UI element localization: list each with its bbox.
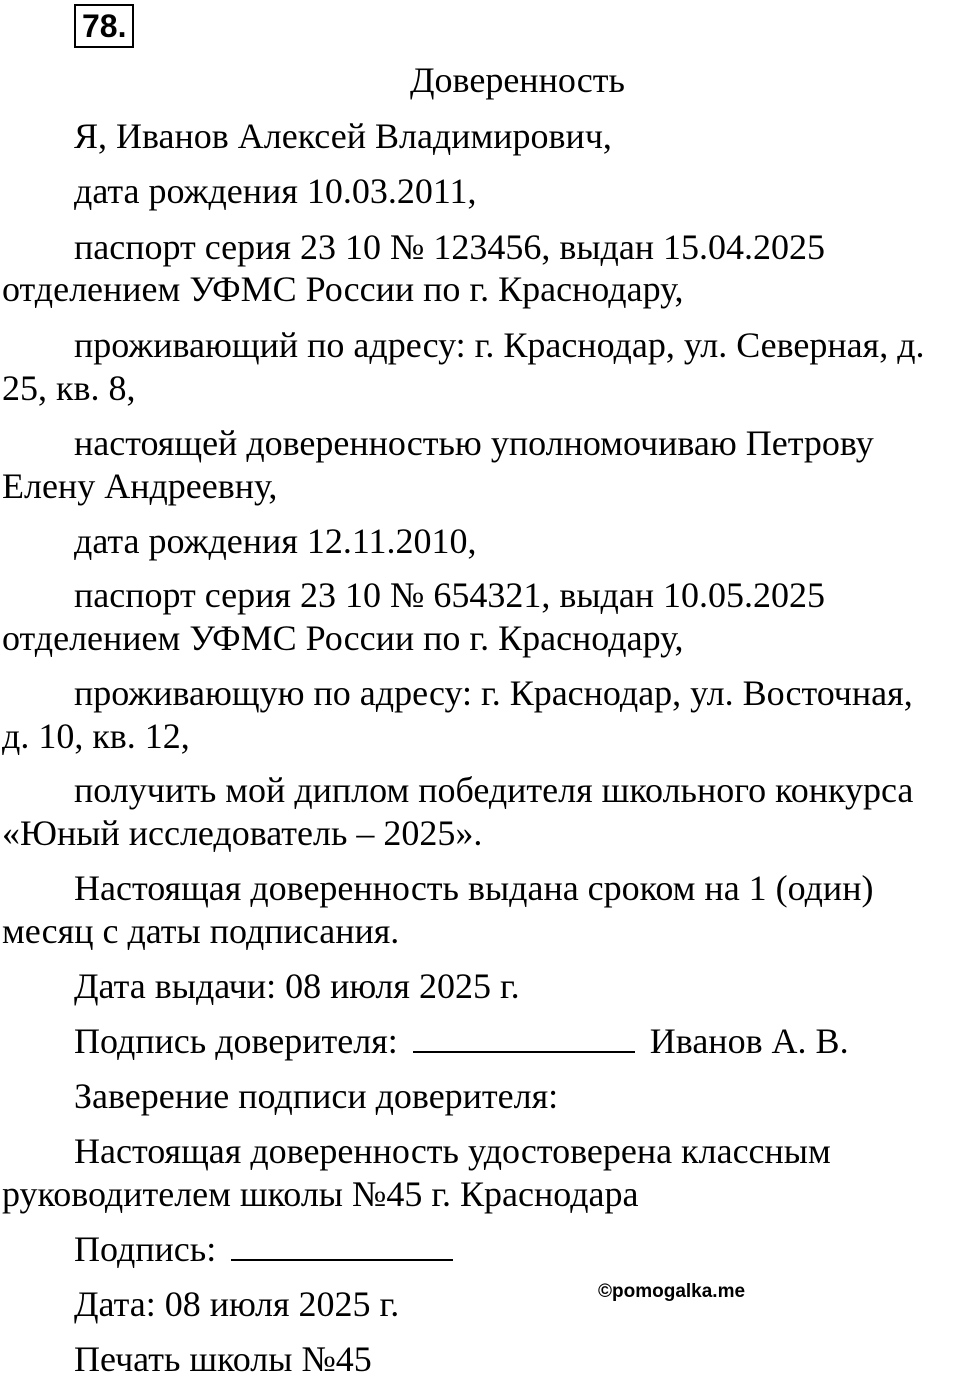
text-line: Я, Иванов Алексей Владимирович, [74,116,612,156]
text-line: получить мой диплом победителя школьного конкурса [74,770,914,810]
signature-name: Иванов А. В. [649,1021,849,1061]
document-title: Доверенность [410,60,625,100]
text-line: «Юный исследователь – 2025». [2,813,483,853]
watermark: ©pomogalka.me [598,1281,746,1302]
text-line: дата рождения 10.03.2011, [74,171,477,211]
text-line: настоящей доверенностью уполномочиваю Петрову [74,423,874,463]
signature2-blank [231,1229,453,1261]
text-line: паспорт серия 23 10 № 123456, выдан 15.04.2025 [74,227,826,267]
text-line: 25, кв. 8, [2,368,136,408]
text-line: дата рождения 12.11.2010, [74,521,477,561]
seal-line: Печать школы №45 [74,1339,372,1379]
signature2-label: Подпись: [74,1229,217,1269]
text-line: Елену Андреевну, [2,466,278,506]
text-line: отделением УФМС России по г. Краснодару, [2,269,684,309]
text-line: месяц с даты подписания. [2,911,400,951]
certification-label: Заверение подписи доверителя: [74,1076,559,1116]
signature-line [74,1019,849,1063]
text-line: д. 10, кв. 12, [2,716,190,756]
text-line: Настоящая доверенность удостоверена классным [74,1131,831,1171]
signature2-line [74,1227,453,1271]
text-line: проживающий по адресу: г. Краснодар, ул. Северная, д. [74,325,925,365]
text-line: отделением УФМС России по г. Краснодару, [2,618,684,658]
text-line: Настоящая доверенность выдана сроком на 1 (один) [74,868,874,908]
text-line: паспорт серия 23 10 № 654321, выдан 10.05.2025 [74,575,826,615]
issue-date-line: Дата выдачи: 08 июля 2025 г. [74,966,520,1006]
text-line: руководителем школы №45 г. Краснодара [2,1174,639,1214]
task-number: 78. [74,4,134,48]
text-line: проживающую по адресу: г. Краснодар, ул. Восточная, [74,673,913,713]
signature-label: Подпись доверителя: [74,1021,398,1061]
signature-blank [413,1021,635,1053]
date-line: Дата: 08 июля 2025 г. [74,1284,400,1324]
